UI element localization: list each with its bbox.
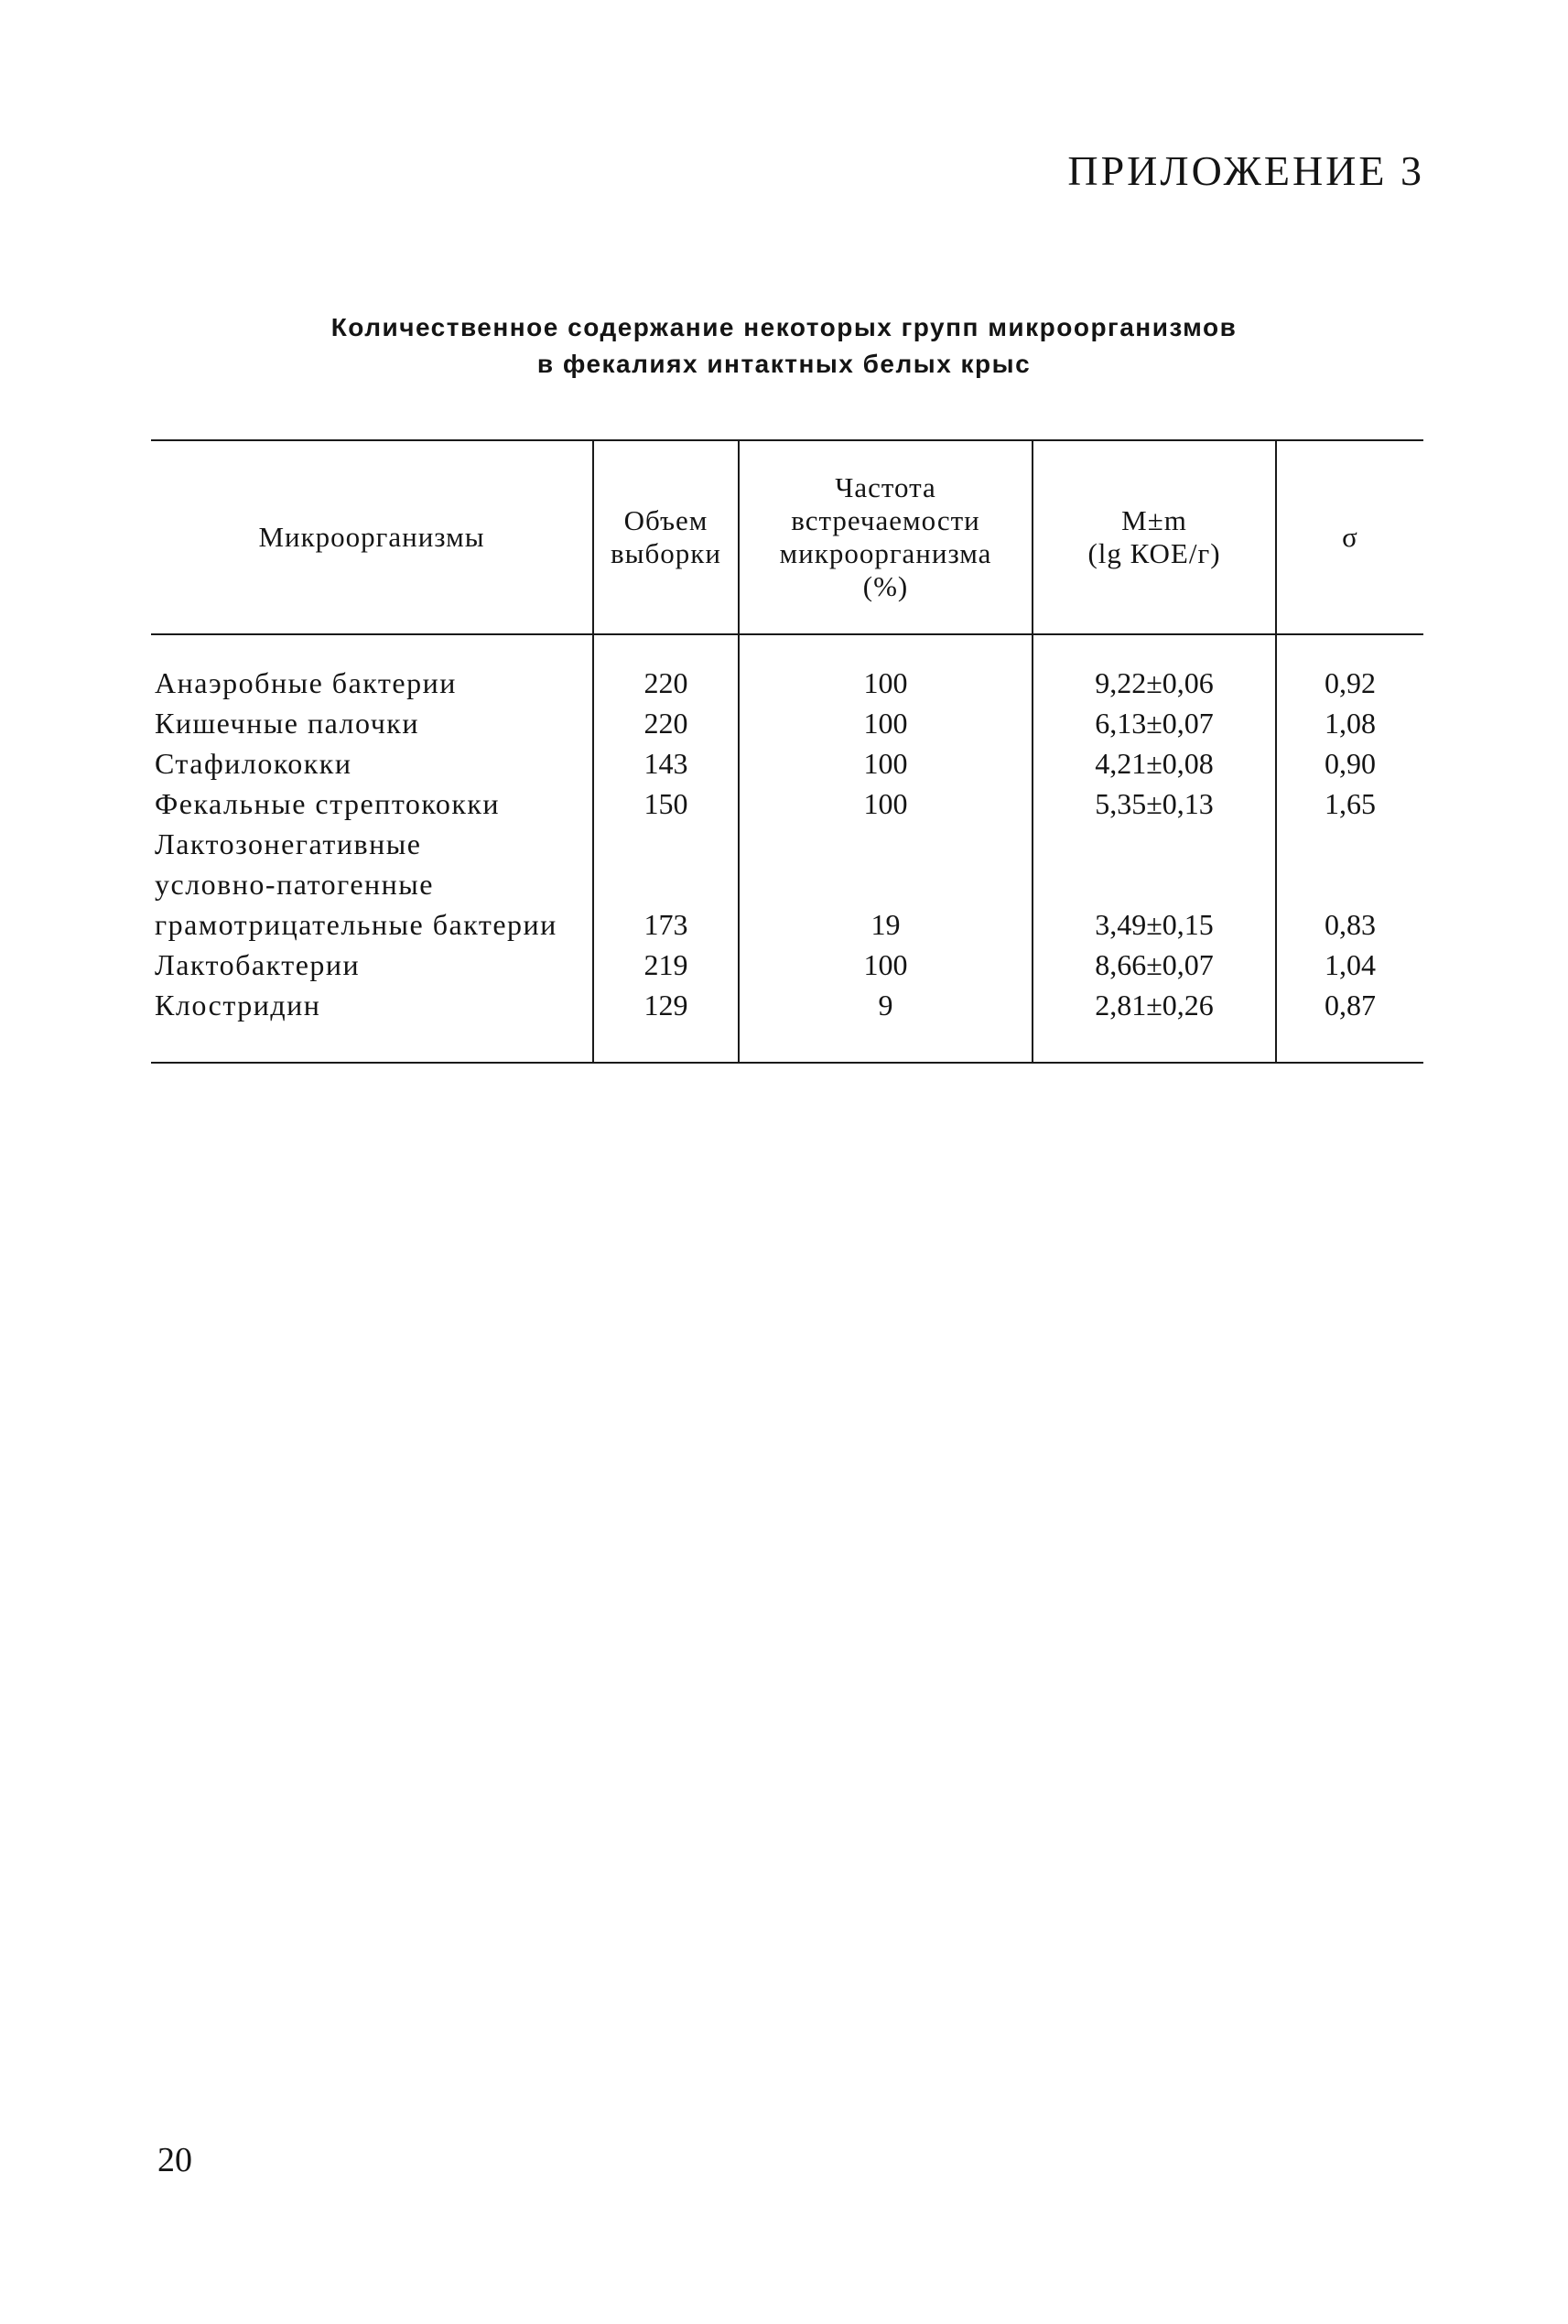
cell-frequency: 100 — [739, 703, 1033, 743]
header-frequency — [739, 441, 1033, 634]
table-body — [151, 634, 1423, 1062]
table-header — [151, 441, 1423, 634]
cell-frequency: 100 — [739, 634, 1033, 703]
cell-microorganism — [151, 985, 593, 1062]
table-row — [151, 985, 1423, 1062]
cell-microorganism-line: Стафилококки — [155, 747, 352, 780]
cell-sigma: 0,92 — [1276, 634, 1423, 703]
cell-microorganism — [151, 945, 593, 985]
cell-frequency: 9 — [739, 985, 1033, 1062]
header-frequency-line: (%) — [862, 570, 909, 602]
cell-sample-size: 173 — [593, 824, 739, 945]
table-row — [151, 703, 1423, 743]
table-row — [151, 634, 1423, 703]
cell-microorganism-line: Лактобактерии — [155, 948, 361, 981]
header-microorganisms: Микроорганизмы — [151, 441, 593, 634]
cell-microorganism-line: Кишечные палочки — [155, 707, 419, 740]
cell-microorganism — [151, 784, 593, 824]
cell-sample-size: 220 — [593, 634, 739, 703]
cell-frequency: 19 — [739, 824, 1033, 945]
table-row — [151, 784, 1423, 824]
cell-sigma: 1,08 — [1276, 703, 1423, 743]
cell-sigma: 0,87 — [1276, 985, 1423, 1062]
cell-microorganism-line: Фекальные стрептококки — [155, 787, 501, 820]
cell-sigma: 1,04 — [1276, 945, 1423, 985]
cell-mean: 6,13±0,07 — [1033, 703, 1276, 743]
cell-microorganism — [151, 743, 593, 784]
cell-mean: 8,66±0,07 — [1033, 945, 1276, 985]
table-caption — [0, 309, 1568, 383]
cell-mean: 3,49±0,15 — [1033, 824, 1276, 945]
cell-frequency: 100 — [739, 743, 1033, 784]
cell-microorganism-line: Анаэробные бактерии — [155, 666, 457, 699]
cell-microorganism-line: Лактозонегативные — [155, 827, 422, 860]
data-table-container — [151, 439, 1423, 1064]
page-number: 20 — [157, 2141, 192, 2179]
cell-sigma: 0,83 — [1276, 824, 1423, 945]
cell-microorganism — [151, 824, 593, 945]
header-sample-size-line: выборки — [611, 537, 721, 569]
header-sample-size — [593, 441, 739, 634]
cell-microorganism-line: Клостридин — [155, 989, 321, 1021]
table-row — [151, 945, 1423, 985]
cell-sigma: 1,65 — [1276, 784, 1423, 824]
header-frequency-line: встречаемости — [791, 504, 980, 536]
header-mean-line: (lg КОЕ/г) — [1087, 537, 1221, 569]
cell-frequency: 100 — [739, 945, 1033, 985]
header-frequency-line: Частота — [835, 471, 936, 503]
header-frequency-line: микроорганизма — [779, 537, 992, 569]
header-sample-size-line: Объем — [623, 504, 708, 536]
cell-mean: 4,21±0,08 — [1033, 743, 1276, 784]
cell-sample-size: 150 — [593, 784, 739, 824]
header-mean — [1033, 441, 1276, 634]
table-caption-line-1: Количественное содержание некоторых групп микроорганизмов — [330, 313, 1238, 341]
cell-microorganism-line: условно-патогенные — [155, 868, 434, 901]
header-mean-line: M±m — [1121, 504, 1187, 536]
cell-microorganism — [151, 703, 593, 743]
cell-microorganism-line: грамотрицательные бактерии — [155, 908, 557, 941]
header-sigma: σ — [1276, 441, 1423, 634]
cell-mean: 9,22±0,06 — [1033, 634, 1276, 703]
header-row — [151, 441, 1423, 634]
table-row — [151, 743, 1423, 784]
table-row — [151, 824, 1423, 945]
appendix-heading: ПРИЛОЖЕНИЕ 3 — [1067, 147, 1424, 194]
cell-microorganism — [151, 634, 593, 703]
cell-sample-size: 219 — [593, 945, 739, 985]
cell-sample-size: 220 — [593, 703, 739, 743]
microorganism-table — [151, 441, 1423, 1062]
cell-mean: 2,81±0,26 — [1033, 985, 1276, 1062]
cell-sigma: 0,90 — [1276, 743, 1423, 784]
cell-mean: 5,35±0,13 — [1033, 784, 1276, 824]
cell-frequency: 100 — [739, 784, 1033, 824]
cell-sample-size: 129 — [593, 985, 739, 1062]
cell-sample-size: 143 — [593, 743, 739, 784]
table-caption-line-2: в фекалиях интактных белых крыс — [536, 350, 1032, 378]
